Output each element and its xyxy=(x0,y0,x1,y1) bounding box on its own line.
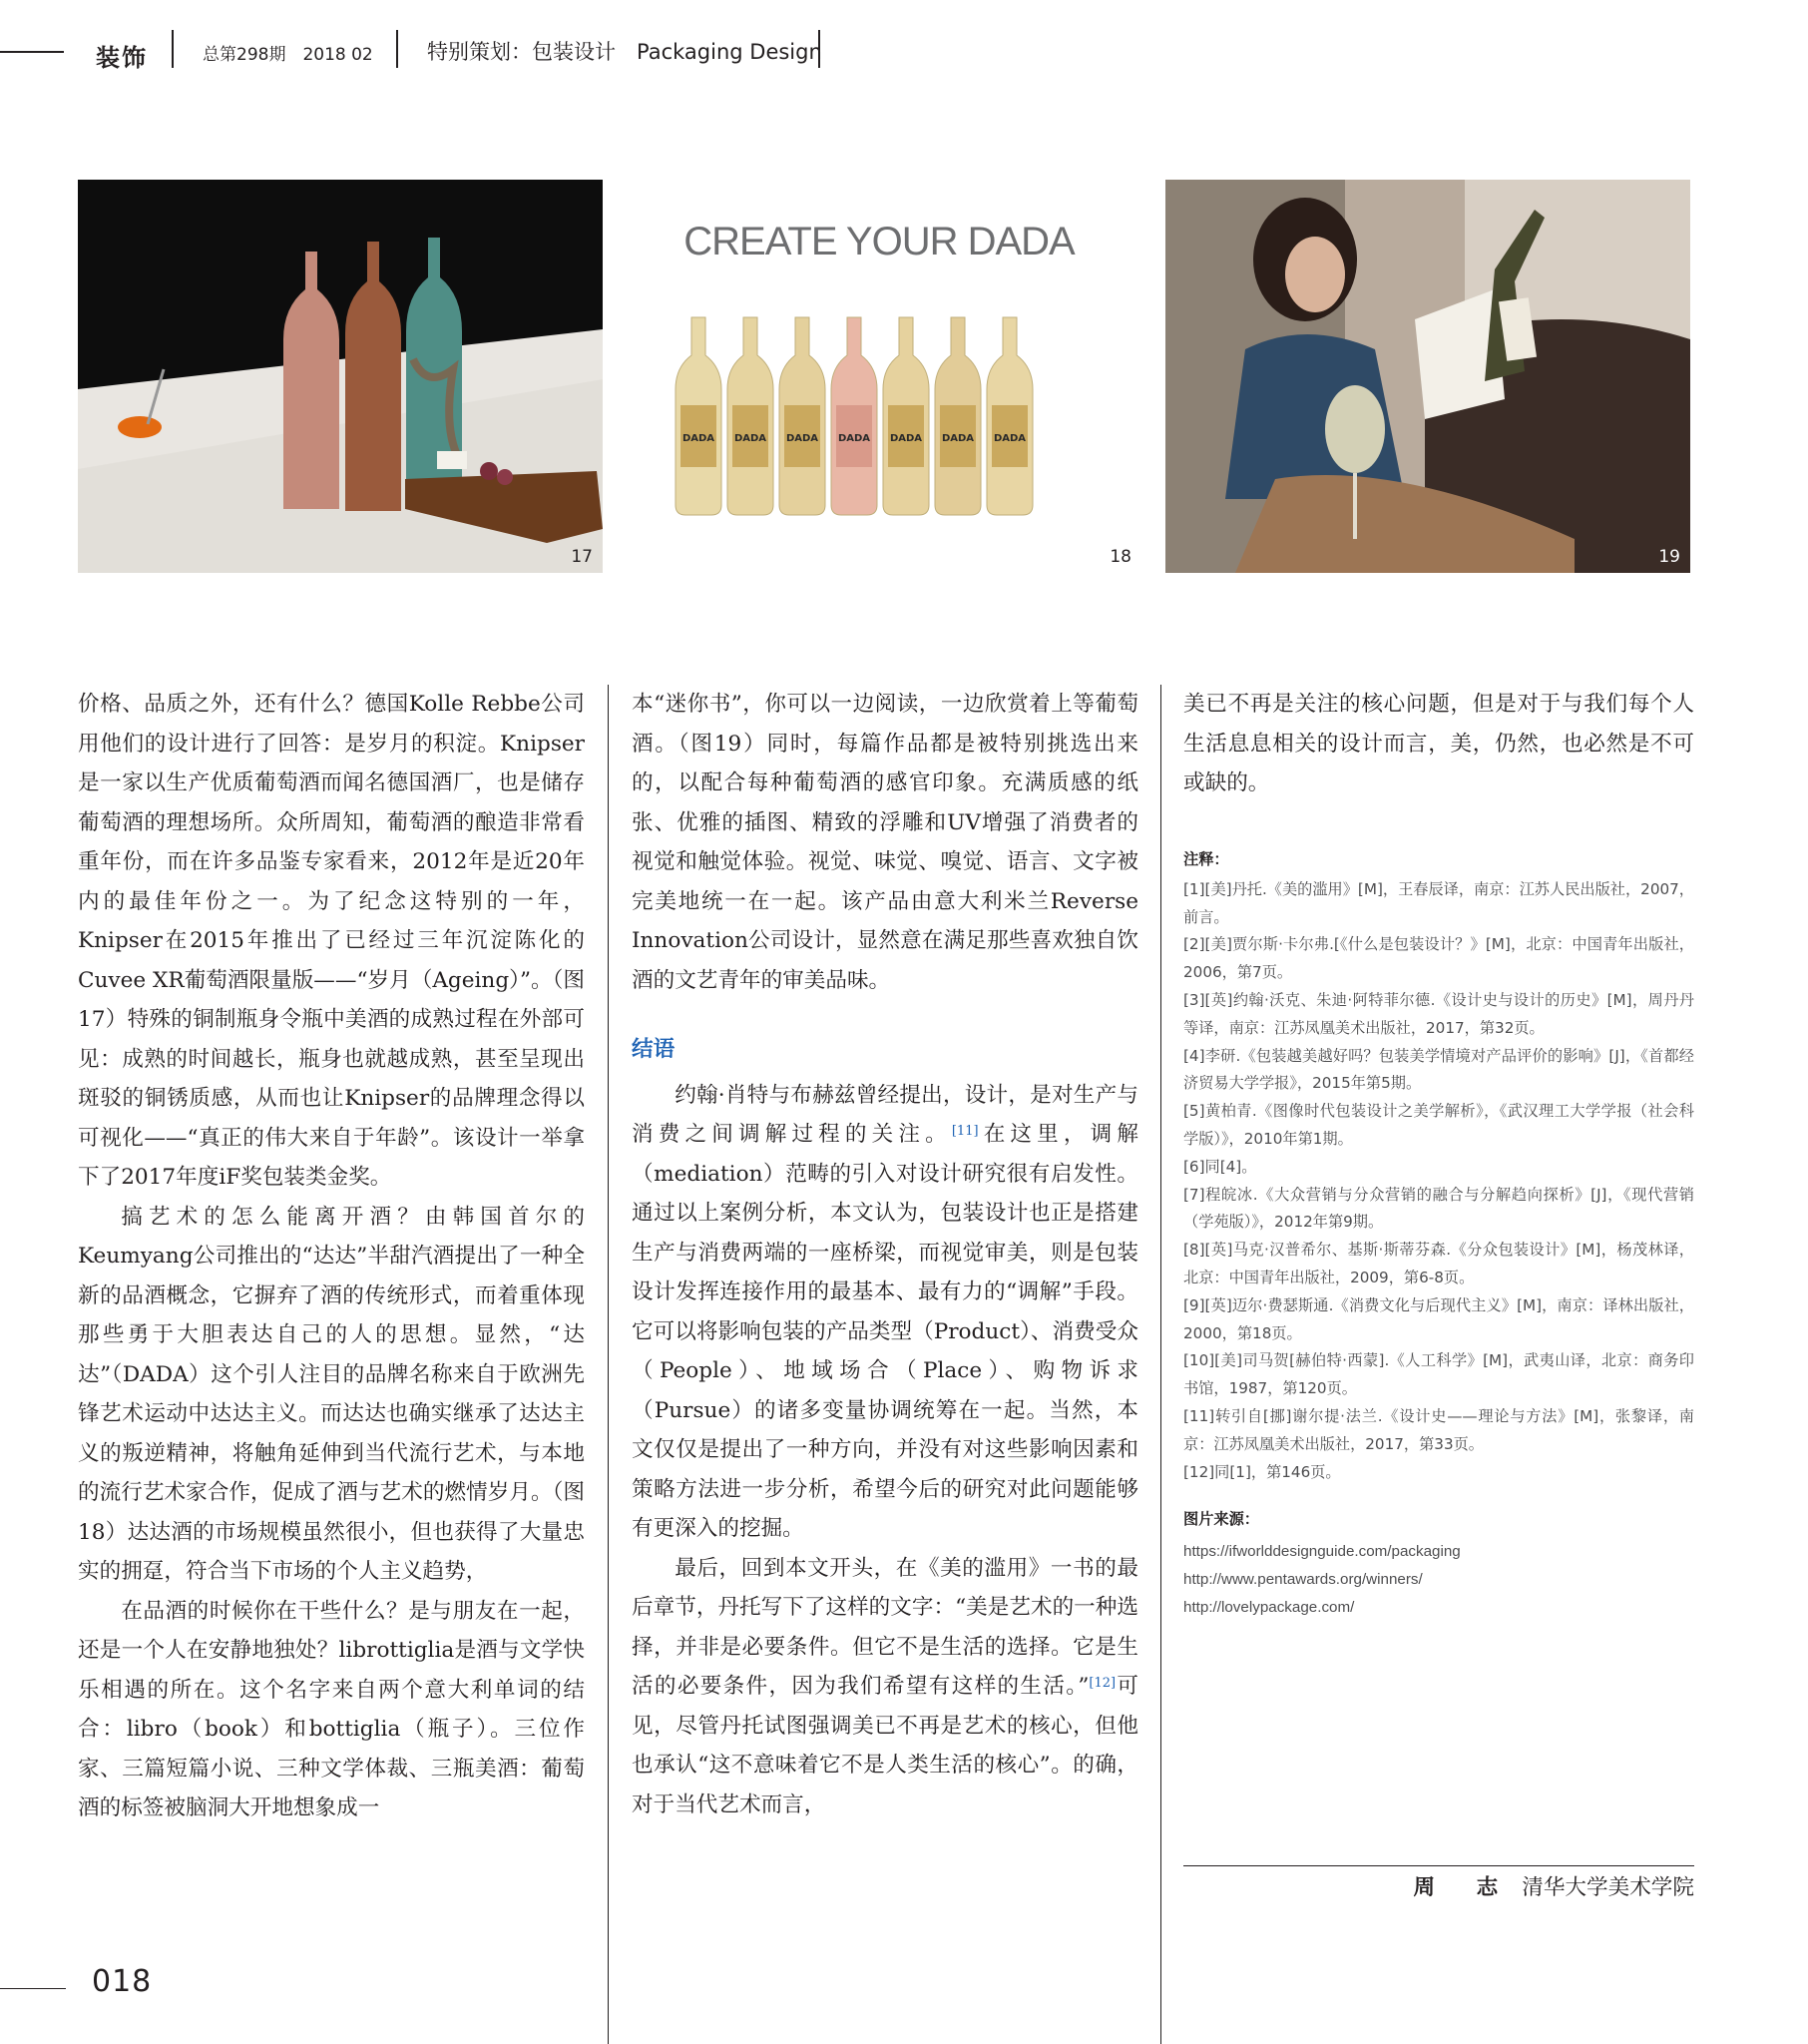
article-column-2 xyxy=(632,685,1138,1824)
figure-number: 18 xyxy=(1110,547,1131,567)
header-divider xyxy=(396,30,398,68)
paragraph: 搞艺术的怎么能离开酒？由韩国首尔的Keumyang公司推出的“达达”半甜汽酒提出了一种全新的品酒概念，它摒弃了酒的传统形式，而着重体现那些勇于大胆表达自己的人的思想。显然，“达达”（DADA）这个引人注目的品牌名称来自于欧洲先锋艺术运动中达达主义。而达达也确实继承了达达主义的叛逆精神，将触角延伸到当代流行艺术，与本地的流行艺术家合作，促成了酒与艺术的燃情岁月。（图18）达达酒的市场规模虽然很小，但也获得了大量忠实的拥趸，符合当下市场的个人主义趋势， xyxy=(78,1204,585,1584)
source-link[interactable]: http://www.pentawards.org/winners/ xyxy=(1183,1570,1423,1588)
paragraph: 在品酒的时候你在干些什么？是与朋友在一起，还是一个人在安静地独处？librottiglia是酒与文学快乐相遇的所在。这个名字来自两个意大利单词的结合：libro（book）和bottiglia（瓶子）。三位作家、三篇短篇小说、三种文学体裁、三瓶美酒：葡萄酒的标签被脑洞大开地想象成一 xyxy=(78,1598,585,1820)
column-divider xyxy=(608,685,609,2044)
note-item: [8][英]马克·汉普希尔、基斯·斯蒂芬森.《分众包装设计》[M]，杨茂林译，北京：中国青年出版社，2009，第6-8页。 xyxy=(1183,1241,1694,1286)
figure-17-photo xyxy=(78,180,603,573)
header-rule-left xyxy=(0,51,64,53)
note-item: [3][英]约翰·沃克、朱迪·阿特菲尔德.《设计史与设计的历史》[M]，周丹丹等译，南京：江苏凤凰美术出版社，2017，第32页。 xyxy=(1183,990,1694,1037)
figure-number: 19 xyxy=(1658,547,1680,567)
issue-info: 总第298期 2018 02 xyxy=(203,45,373,65)
section-heading: 结语 xyxy=(632,1037,676,1062)
figure-19-photo xyxy=(1165,180,1690,573)
dada-bottle-label: DADA xyxy=(993,433,1027,444)
paragraph: 美已不再是关注的核心问题，但是对于与我们每个人生活息息相关的设计而言，美，仍然，也必然是不可或缺的。 xyxy=(1183,692,1694,795)
page-number: 018 xyxy=(92,1964,153,1999)
notes-title: 注释： xyxy=(1183,850,1229,868)
note-item: [11]转引自[挪]谢尔提·法兰.《设计史——理论与方法》[M]，张黎译，南京：江苏凤凰美术出版社，2017，第33页。 xyxy=(1183,1406,1694,1453)
notes-list xyxy=(1183,876,1694,1487)
paragraph: 本“迷你书”，你可以一边阅读，一边欣赏着上等葡萄酒。（图19）同时，每篇作品都是被特别挑选出来的，以配合每种葡萄酒的感官印象。充满质感的纸张、优雅的插图、精致的浮雕和UV增强了消费者的视觉和触觉体验。视觉、味觉、嗅觉、语言、文字被完美地统一在一起。该产品由意大利米兰Reverse Innovation公司设计，显然意在满足那些喜欢独自饮酒的文艺青年的审美品味。 xyxy=(632,692,1138,993)
special-topic: 特别策划：包装设计 Packaging Design xyxy=(427,40,822,64)
notes-section xyxy=(1183,846,1694,1622)
author-name: 周 志 xyxy=(1413,1875,1509,1900)
image-sources-list xyxy=(1183,1538,1694,1621)
paragraph-text: 可见，尽管丹托试图强调美已不再是艺术的核心，但他也承认“这不意味着它不是人类生活的核心”。的确，对于当代艺术而言， xyxy=(632,1674,1138,1817)
note-item: [5]黄柏青.《图像时代包装设计之美学解析》，《武汉理工大学学报（社会科学版）》，2010年第1期。 xyxy=(1183,1102,1694,1148)
author-byline xyxy=(1183,1870,1694,1901)
paragraph xyxy=(632,1076,1138,1549)
dada-bottle-label: DADA xyxy=(785,433,819,444)
source-link[interactable]: http://lovelypackage.com/ xyxy=(1183,1598,1355,1616)
author-affiliation: 清华大学美术学院 xyxy=(1522,1875,1694,1900)
paragraph-text: 最后，回到本文开头，在《美的滥用》一书的最后章节，丹托写下了这样的文字：“美是艺术的一种选择，并非是必要条件。但它不是生活的选择。它是生活的必要条件，因为我们希望有这样的生活。” xyxy=(632,1555,1138,1699)
source-link[interactable]: https://ifworlddesignguide.com/packaging xyxy=(1183,1543,1461,1561)
dada-bottle-label: DADA xyxy=(941,433,975,444)
article-column-1 xyxy=(78,685,585,1828)
footer-rule xyxy=(0,1988,66,1989)
note-item: [6]同[4]。 xyxy=(1183,1157,1257,1176)
dada-bottle-label: DADA xyxy=(681,433,715,444)
note-item: [1][美]丹托.《美的滥用》[M]，王春辰译，南京：江苏人民出版社，2007，前言。 xyxy=(1183,879,1694,926)
figure-number: 17 xyxy=(571,547,593,567)
dada-bottle-label: DADA xyxy=(733,433,767,444)
magazine-logo: 装饰 xyxy=(96,44,148,72)
footnote-ref-12[interactable]: [12] xyxy=(1089,1676,1117,1691)
note-item: [4]李研.《包装越美越好吗？包装美学情境对产品评价的影响》[J]，《首都经济贸易大学学报》，2015年第5期。 xyxy=(1183,1046,1694,1093)
paragraph xyxy=(632,1549,1138,1825)
author-rule xyxy=(1183,1865,1694,1866)
dada-bottle-label: DADA xyxy=(889,433,923,444)
figure-18-photo xyxy=(617,180,1141,573)
paragraph: 价格、品质之外，还有什么？德国Kolle Rebbe公司用他们的设计进行了回答：是岁月的积淀。Knipser是一家以生产优质葡萄酒而闻名德国酒厂，也是储存葡萄酒的理想场所。众所周知，葡萄酒的酿造非常看重年份，而在许多品鉴专家看来，2012年是近20年内的最佳年份之一。为了纪念这特别的一年，Knipser在2015年推出了已经过三年沉淀陈化的Cuvee XR葡萄酒限量版——“岁月（Ageing）”。（图17）特殊的铜制瓶身令瓶中美酒的成熟过程在外部可见：成熟的时间越长，瓶身也就越成熟，甚至呈现出斑驳的铜锈质感，从而也让Knipser的品牌理念得以可视化——“真正的伟大来自于年龄”。该设计一举拿下了2017年度iF奖包装类金奖。 xyxy=(78,692,585,1190)
article-column-3 xyxy=(1183,685,1694,803)
note-item: [12]同[1]，第146页。 xyxy=(1183,1462,1341,1481)
header-divider xyxy=(818,30,820,68)
note-item: [9][英]迈尔·费瑟斯通.《消费文化与后现代主义》[M]，南京：译林出版社，2000，第18页。 xyxy=(1183,1295,1694,1342)
dada-banner: CREATE YOUR DADA xyxy=(683,220,1075,263)
image-sources-title: 图片来源： xyxy=(1183,1510,1259,1529)
note-item: [7]程皖冰.《大众营销与分众营销的融合与分解趋向探析》[J]，《现代营销（学苑版）》，2012年第9期。 xyxy=(1183,1185,1694,1232)
paragraph-text: 在这里，调解（mediation）范畴的引入对设计研究很有启发性。通过以上案例分析，本文认为，包装设计也正是搭建生产与消费两端的一座桥梁，而视觉审美，则是包装设计发挥连接作用的最基本、最有力的“调解”手段。它可以将影响包装的产品类型（Product）、消费受众（People）、地域场合（Place）、购物诉求（Pursue）的诸多变量协调统筹在一起。当然，本文仅仅是提出了一种方向，并没有对这些影响因素和策略方法进一步分析，希望今后的研究对此问题能够有更深入的挖掘。 xyxy=(632,1122,1138,1541)
footnote-ref-11[interactable]: [11] xyxy=(951,1124,979,1139)
header-divider xyxy=(172,30,174,68)
column-divider xyxy=(1160,685,1161,2044)
dada-bottle-label: DADA xyxy=(837,433,871,444)
note-item: [2][美]贾尔斯·卡尔弗.[《什么是包装设计？》[M]，北京：中国青年出版社，2006，第7页。 xyxy=(1183,935,1694,982)
note-item: [10][美]司马贺[赫伯特·西蒙].《人工科学》[M]，武夷山译，北京：商务印书馆，1987，第120页。 xyxy=(1183,1351,1694,1398)
paragraph-text: 约翰·肖特与布赫兹曾经提出，设计，是对生产与消费之间调解过程的关注。 xyxy=(632,1082,1138,1147)
